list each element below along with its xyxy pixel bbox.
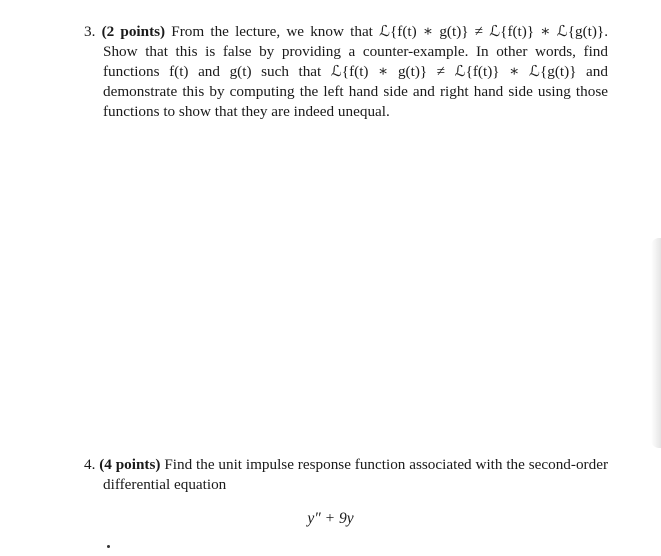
stray-dot: [107, 545, 110, 548]
problem-4: [84, 455, 608, 495]
page-edge-shadow: [651, 238, 661, 448]
problem-4-number: 4.: [84, 456, 96, 473]
problem-4-points: (4 points): [99, 456, 161, 473]
problem-3-points: (2 points): [101, 23, 166, 40]
problem-3-number: 3.: [84, 23, 96, 40]
problem-3-text: From the lecture, we know that ℒ{f(t) ∗ g(t)} ≠ ℒ{f(t)} ∗ ℒ{g(t)}. Show that this is false by providing a counter-example. In other words, find functions f(t) and g(t) such that ℒ{f(t) ∗ g(t)} ≠ ℒ{f(t)} ∗ ℒ{g(t)} and demonstrate this by computing the left hand side and right hand side using those functions to show that they are indeed unequal.: [103, 23, 609, 120]
problem-3: [84, 22, 608, 122]
problem-4-text: Find the unit impulse response function associated with the second-order differential equation: [103, 456, 609, 493]
problem-4-equation: y″ + 9y: [307, 510, 354, 527]
